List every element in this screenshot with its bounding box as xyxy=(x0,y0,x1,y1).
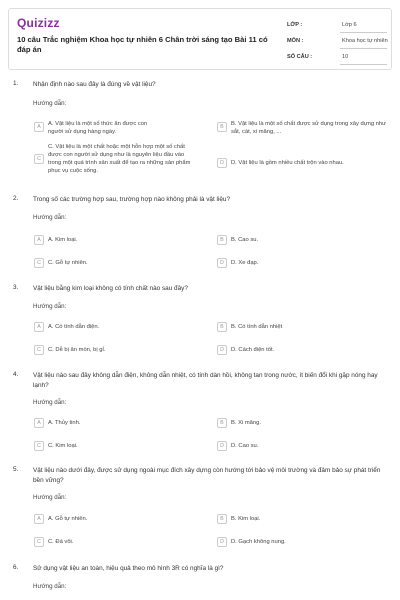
option-letter-box: A xyxy=(34,322,44,332)
option-letter-box: A xyxy=(34,418,44,428)
guide-label: Hướng dẫn: xyxy=(33,494,67,501)
option-text: C. Vật liệu là một chất hoặc một hỗn hợp một số chất được con người sử dụng như là nguyên liệu đầu vào trong một quá trình sản xuất để tạo ra những sản phẩm phục vụ cuộc sống. xyxy=(48,144,191,174)
option-text: B. Vật liệu là một số chất được sử dụng trong xây dựng như sắt, cát, xi măng, ... xyxy=(231,121,386,135)
meta-underline xyxy=(340,64,387,65)
meta-question-count xyxy=(287,51,393,65)
option-letter-box: B xyxy=(217,122,227,132)
meta-value: Lớp 6 xyxy=(342,22,357,28)
option-text: C. Gỗ tự nhiên. xyxy=(48,260,88,266)
meta-subject xyxy=(287,35,393,49)
option-letter-box: A xyxy=(34,235,44,245)
option-text: D. Cách điện tốt. xyxy=(231,347,275,353)
worksheet-title: 10 câu Trắc nghiệm Khoa học tự nhiên 6 Chân trời sáng tạo Bài 11 có đáp án xyxy=(17,35,268,54)
option-text: A. Thủy tinh. xyxy=(48,420,81,426)
option-text: A. Kim loại. xyxy=(48,237,78,243)
option-text: D. Vật liệu là gồm nhiều chất trộn vào nhau. xyxy=(231,160,344,166)
option-letter-box: D xyxy=(217,441,227,451)
option-text: B. Kim loại. xyxy=(231,516,261,522)
option-letter-box: C xyxy=(34,441,44,451)
question-number: 6. xyxy=(13,564,19,571)
meta-value: 10 xyxy=(342,54,349,60)
option-letter-box: B xyxy=(217,235,227,245)
option-text: D. Xe đạp. xyxy=(231,260,259,266)
meta-key: MÔN : xyxy=(287,38,304,44)
question-number: 4. xyxy=(13,371,19,378)
guide-label: Hướng dẫn: xyxy=(33,214,67,221)
option-letter-box: D xyxy=(217,258,227,268)
option-text: B. Có tính dẫn nhiệt xyxy=(231,324,283,330)
meta-grade xyxy=(287,19,393,33)
meta-underline xyxy=(340,48,387,49)
option-letter-box: D xyxy=(217,158,227,168)
option-letter-box: C xyxy=(34,258,44,268)
question-number: 1. xyxy=(13,80,19,87)
option-text: D. Cao su. xyxy=(231,443,259,449)
option-letter-box: A xyxy=(34,514,44,524)
option-text: B. Xi măng. xyxy=(231,420,261,426)
question-text: Vật liệu nào dưới đây, được sử dụng ngoài mục đích xây dựng còn hướng tới bảo vệ môi trường và đảm bảo sự phát triển bền vững? xyxy=(33,467,381,484)
question-text: Vật liệu nào sau đây không dẫn điện, không dẫn nhiệt, có tính dàn hồi, không tan trong nước, ít biến đổi khi gặp nóng hay lạnh? xyxy=(33,372,378,389)
worksheet-header xyxy=(8,8,392,70)
option-text: A. Vật liệu là một số thức ăn được con người sử dụng hàng ngày. xyxy=(48,121,148,135)
option-text: C. Đá vôi. xyxy=(48,539,74,545)
option-text: A. Gỗ tự nhiên. xyxy=(48,516,88,522)
guide-label: Hướng dẫn: xyxy=(33,583,67,590)
meta-underline xyxy=(340,32,387,33)
question-text: Trong số các trường hợp sau, trường hợp nào không phải là vật liệu? xyxy=(33,196,231,203)
option-letter-box: C xyxy=(34,537,44,547)
question-number: 2. xyxy=(13,195,19,202)
option-text: D. Gạch không nung. xyxy=(231,539,286,545)
question-text: Sử dụng vật liệu an toàn, hiệu quả theo mô hình 3R có nghĩa là gì? xyxy=(33,565,224,572)
question-text: Nhận định nào sau đây là đúng về vật liệu? xyxy=(33,81,156,88)
guide-label: Hướng dẫn: xyxy=(33,303,67,310)
guide-label: Hướng dẫn: xyxy=(33,100,67,107)
question-text: Vật liệu bằng kim loại không có tính chất nào sau đây? xyxy=(33,285,188,292)
guide-label: Hướng dẫn: xyxy=(33,399,67,406)
question-number: 5. xyxy=(13,466,19,473)
option-letter-box: B xyxy=(217,514,227,524)
option-letter-box: A xyxy=(34,122,44,132)
meta-key: LỚP : xyxy=(287,22,303,28)
option-text: C. Kim loại. xyxy=(48,443,78,449)
option-text: A. Có tính dẫn điện. xyxy=(48,324,100,330)
option-letter-box: B xyxy=(217,418,227,428)
option-text: B. Cao su. xyxy=(231,237,259,243)
question-number: 3. xyxy=(13,284,19,291)
meta-key: SỐ CÂU : xyxy=(287,54,313,60)
meta-value: Khoa học tự nhiên xyxy=(342,38,388,44)
quizizz-logo: Quizizz xyxy=(17,16,60,30)
option-letter-box: B xyxy=(217,322,227,332)
option-letter-box: D xyxy=(217,537,227,547)
option-letter-box: C xyxy=(34,154,44,164)
option-letter-box: C xyxy=(34,345,44,355)
option-text: C. Dễ bị ăn mòn, bị gỉ. xyxy=(48,347,106,353)
option-letter-box: D xyxy=(217,345,227,355)
